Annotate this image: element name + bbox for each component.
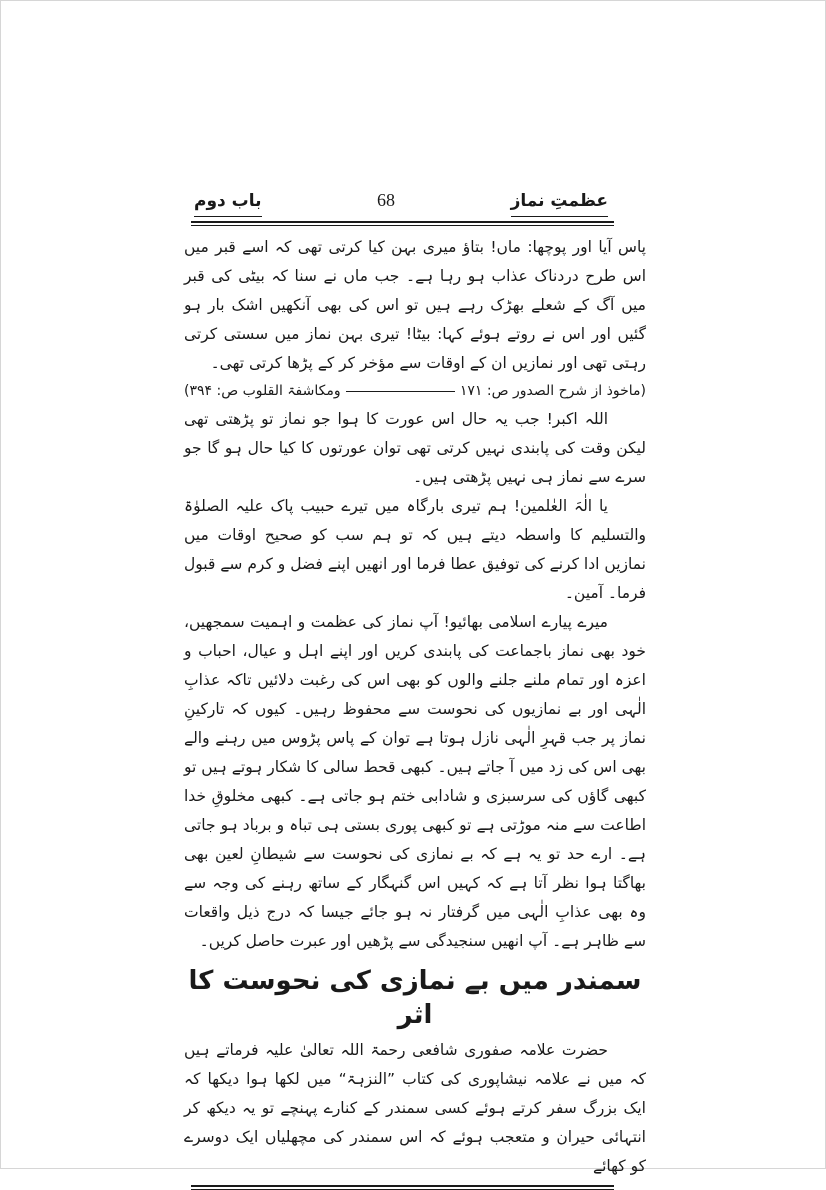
paragraph-allahu-akbar: اللہ اکبر! جب یہ حال اس عورت کا ہوا جو نماز تو پڑھتی تھی لیکن وقت کی پابندی نہیں کرتی تھی توان عورتوں کا کیا حال ہو گا جو سرے سے نماز ہی نہیں پڑھتی ہیں۔ [184, 410, 646, 486]
running-header [184, 187, 646, 217]
paragraph-dua: یا الٰہَ العٰلمین! ہم تیری بارگاہ میں تیرے حبیب پاک علیہ الصلوٰۃ والتسلیم کا واسطہ دیتے ہیں کہ تو ہم سب کو صحیح اوقات میں نمازیں ادا کرنے کی توفیق عطا فرما اور انھیں اپنے فضل و کرم سے قبول فرما۔ آمین۔ [184, 497, 646, 602]
reference-source-sharh-al-sudur: (ماخوذ از شرح الصدور ص: ۱۷۱ [459, 383, 646, 399]
reference-source-mukashafat-al-qulub: ومکاشفۃ القلوب ص: ۳۹۴) [184, 383, 341, 399]
text-column [184, 187, 646, 1190]
paragraph-exhortation: میرے پیارے اسلامی بھائیو! آپ نماز کی عظمت و اہمیت سمجھیں، خود بھی نماز باجماعت کی پابندی کریں اور اپنے اہل و عیال، احباب و اعزہ اور تمام ملنے جلنے والوں کو بھی اس کی رغبت دلائیں تاکہ عذابِ الٰہی اور بے نمازیوں کی نحوست سے محفوظ رہیں۔ کیوں کہ تارکینِ نماز پر جب قہرِ الٰہی نازل ہوتا ہے توان کے پاس پڑوس میں رہنے والے بھی اس کی زد میں آ جاتے ہیں۔ کبھی قحط سالی کا شکار ہوتے ہیں تو کبھی گاؤں کی سرسبزی و شادابی ختم ہو جاتی ہے۔ کبھی مخلوقِ خدا اطاعت سے منہ موڑتی ہے تو کبھی پوری بستی ہی تباہ و برباد ہو جاتی ہے۔ ارے حد تو یہ ہے کہ بے نمازی کی نحوست سے شیطانِ لعین بھی بھاگتا ہوا نظر آتا ہے کہ کہیں اس گنہگار کے ساتھ رہنے کی وجہ سے وہ بھی عذابِ الٰہی میں گرفتار نہ ہو جائے جیسا کہ درج ذیل واقعات سے ظاہر ہے۔ آپ انھیں سنجیدگی سے پڑھیں اور عبرت حاصل کریں۔ [184, 613, 646, 950]
paragraph-safuri-narration: حضرت علامہ صفوری شافعی رحمۃ اللہ تعالیٰ علیہ فرماتے ہیں کہ میں نے علامہ نیشاپوری کی کتاب ”النزہۃ“ میں لکھا ہوا دیکھا کہ ایک بزرگ سفر کرتے ہوئے کسی سمندر کے کنارے پہنچے تو یہ دیکھ کر انتہائی حیران و متعجب ہوئے کہ اس سمندر کی مچھلیاں ایک دوسرے کو کھائے [184, 1041, 646, 1175]
section-heading-sea-story: سمندر میں بے نمازی کی نحوست کا اثر [188, 966, 642, 1030]
reference-dash-rule [346, 391, 455, 392]
header-divider [191, 221, 614, 226]
reference-line [184, 379, 646, 403]
page-number: 68 [377, 190, 396, 210]
paragraph-grave-punishment: پاس آیا اور پوچھا: ماں! بتاؤ میری بہن کیا کرتی تھی کہ اسے قبر میں اس طرح دردناک عذاب ہو رہا ہے۔ جب ماں نے سنا کہ بیٹی کی قبر میں آگ کے شعلے بھڑک رہے ہیں تو اس کی بھی آنکھیں اشک بار ہو گئیں اور اس نے روتے ہوئے کہا: بیٹا! تیری بہن نماز میں سستی کرتی رہتی تھی اور نمازیں ان کے اوقات سے مؤخر کر کے پڑھا کرتی تھی۔ [184, 238, 646, 372]
footer-divider [191, 1185, 614, 1190]
chapter-title: باب دوم [194, 188, 262, 217]
book-title: عظمتِ نماز [511, 188, 608, 217]
